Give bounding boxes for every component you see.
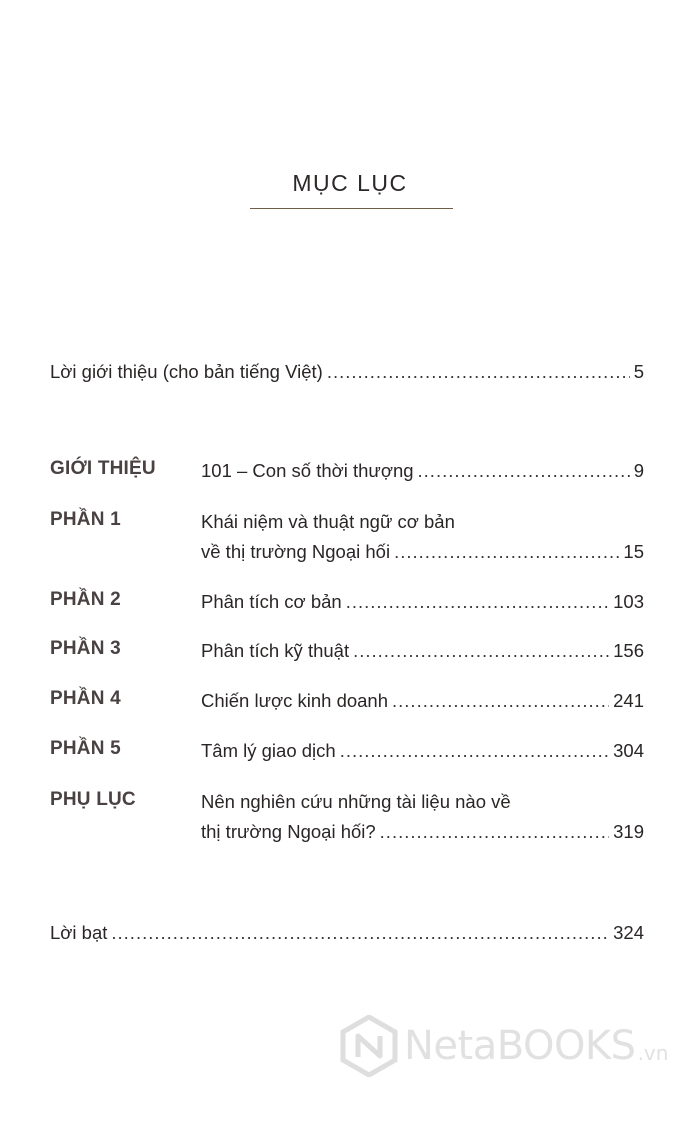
toc-entry-phan-3	[201, 640, 644, 662]
toc-entry-page: 103	[613, 591, 644, 612]
toc-entry-phan-5	[201, 740, 644, 762]
toc-entry-title: Tâm lý giao dịch	[201, 740, 336, 761]
toc-entry-title-line-1: Khái niệm và thuật ngữ cơ bản	[201, 511, 455, 532]
toc-entry-page: 156	[613, 640, 644, 661]
toc-entry-title-line-1: Nên nghiên cứu những tài liệu nào về	[201, 791, 511, 812]
section-label-phan-3: PHẦN 3	[50, 638, 121, 659]
section-label-gioi-thieu: GIỚI THIỆU	[50, 458, 156, 479]
dot-leader	[346, 591, 609, 613]
toc-entry-title: Phân tích kỹ thuật	[201, 640, 350, 661]
toc-entry-title-line-2: về thị trường Ngoại hối	[201, 541, 391, 562]
toc-entry-phan-4	[201, 690, 644, 712]
toc-entry-phan-2	[201, 591, 644, 613]
toc-entry-title: Lời bạt	[50, 922, 108, 943]
watermark-brand: NetaBOOKS	[404, 1023, 636, 1069]
netabooks-logo-icon	[340, 1015, 398, 1077]
dot-leader	[340, 740, 609, 762]
section-label-phan-1: PHẦN 1	[50, 509, 121, 530]
dot-leader	[111, 922, 609, 944]
title-underline	[250, 208, 453, 209]
dot-leader	[394, 541, 619, 563]
dot-leader	[418, 460, 630, 482]
toc-entry-title: Lời giới thiệu (cho bản tiếng Việt)	[50, 361, 323, 382]
toc-entry-page: 5	[633, 361, 644, 382]
toc-entry-title: Phân tích cơ bản	[201, 591, 342, 612]
section-label-phan-5: PHẦN 5	[50, 738, 121, 759]
toc-entry-phan-1	[201, 541, 644, 563]
toc-entry-page: 241	[613, 690, 644, 711]
section-label-phu-luc: PHỤ LỤC	[50, 789, 136, 810]
dot-leader	[392, 690, 609, 712]
section-label-phan-2: PHẦN 2	[50, 589, 121, 610]
toc-entry-title: 101 – Con số thời thượng	[201, 460, 414, 481]
section-label-phan-4: PHẦN 4	[50, 688, 121, 709]
toc-entry-title-line-2: thị trường Ngoại hối?	[201, 821, 376, 842]
watermark	[340, 1015, 685, 1077]
toc-entry-page: 15	[623, 541, 644, 562]
toc-entry-intro	[50, 361, 644, 383]
dot-leader	[353, 640, 609, 662]
toc-entry-page: 9	[633, 460, 644, 481]
page-title: MỤC LỤC	[292, 170, 408, 196]
toc-entry-page: 304	[613, 740, 644, 761]
toc-entry-page: 324	[613, 922, 644, 943]
dot-leader	[327, 361, 630, 383]
toc-entry-title: Chiến lược kinh doanh	[201, 690, 389, 711]
toc-entry-afterword	[50, 922, 644, 944]
watermark-suffix: .vn	[637, 1041, 669, 1065]
dot-leader	[380, 821, 609, 843]
toc-entry-page: 319	[613, 821, 644, 842]
toc-entry-gioi-thieu	[201, 460, 644, 482]
toc-entry-phu-luc	[201, 821, 644, 843]
